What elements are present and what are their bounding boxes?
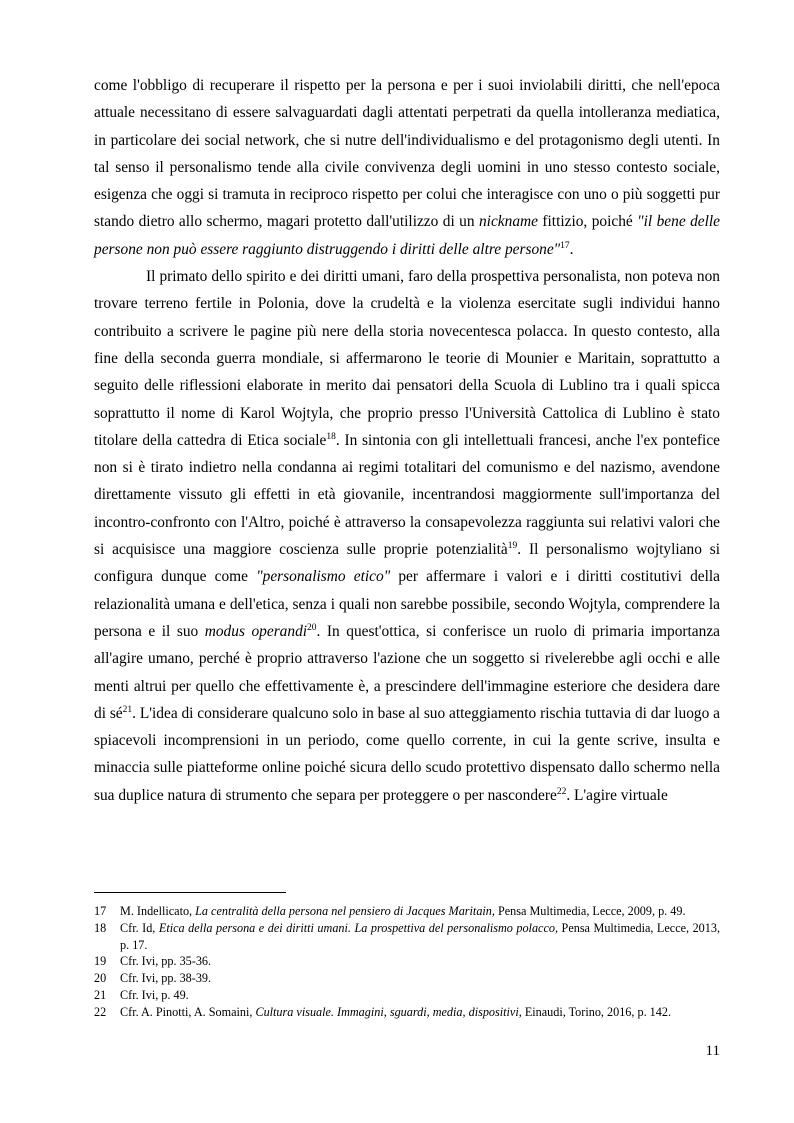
text-run: . Il personalismo wojtyliano si configura dunque come xyxy=(94,541,720,586)
text-run: come l'obbligo di recuperare il rispetto per la persona e per i suoi inviolabili diritti, che nell'epoca attuale necessitano di essere salvaguardati dagli attentati perpetrati da quella intolleranza mediatica, in particolare dei social network, che si nutre dell'individualismo e del protagonismo degli utenti. In tal senso il personalismo tende alla civile convivenza degli uomini in uno stesso contesto sociale, esigenza che oggi si tramuta in reciproco rispetto per colui che interagisce con uno o più soggetti pur stando dietro allo schermo, magari protetto dall'utilizzo di un xyxy=(94,77,720,231)
text-run: . L'idea di considerare qualcuno solo in base al suo atteggiamento rischia tuttavia di dar luogo a spiacevoli incomprensioni in un periodo, come quello corrente, in cui la gente scrive, insulta e minaccia sulle piatteforme online poiché sicura dello scudo protettivo dispensato dallo schermo nella sua duplice natura di strumento che separa per proteggere o per nascondere xyxy=(94,704,721,804)
footnote-text: Cfr. Id, xyxy=(120,920,159,935)
text-run: fittizio, poiché xyxy=(537,213,638,231)
italic-quotation: "il bene delle persone non può essere raggiunto distruggendo i diritti delle altre persone" xyxy=(94,213,721,258)
footnotes xyxy=(94,903,720,1021)
footnote-20 xyxy=(94,970,720,987)
italic-term: "personalismo etico" xyxy=(256,568,391,586)
footnote-ref-18[interactable]: 18 xyxy=(326,431,336,442)
footnote-text: Cfr. A. Pinotti, A. Somaini, xyxy=(120,1004,256,1019)
footnote-19 xyxy=(94,953,720,970)
footnote-22 xyxy=(94,1004,720,1021)
text-run: . xyxy=(569,240,574,258)
footnote-number: 22 xyxy=(94,1004,107,1019)
text-run: . L'agire virtuale xyxy=(566,786,668,804)
footnote-ref-17[interactable]: 17 xyxy=(560,240,570,251)
text-run: Il primato dello spirito e dei diritti umani, faro della prospettiva personalista, non poteva non trovare terreno fertile in Polonia, dove la crudeltà e la violenza esercitate sugli individui hanno contribuito a scrivere le pagine più nere della storia novecentesca polacca. In questo contesto, alla fine della seconda guerra mondiale, si affermarono le teorie di Mounier e Maritain, soprattutto a seguito delle riflessioni elaborate in merito dai pensatori della Scuola di Lublino tra i quali spicca soprattutto il nome di Karol Wojtyla, che proprio presso l'Università Cattolica di Lublino è stato titolare della cattedra di Etica sociale xyxy=(94,268,720,449)
footnote-text: Cfr. Ivi, p. 49. xyxy=(120,987,189,1002)
footnote-ref-21[interactable]: 21 xyxy=(122,704,133,715)
footnote-ref-22[interactable]: 22 xyxy=(556,786,567,797)
footnote-number: 19 xyxy=(94,954,107,969)
footnote-number: 21 xyxy=(94,987,107,1002)
footnote-text: M. Indellicato, xyxy=(120,904,196,918)
text-run: . In quest'ottica, si conferisce un ruolo di primaria importanza all'agire umano, perché è proprio attraverso l'azione che un soggetto si rivelerebbe agli occhi e alle menti altrui per quello che effettivamente è, a prescindere dell'immagine esteriore che desidera dare di sé xyxy=(94,622,720,722)
italic-term: modus operandi xyxy=(204,622,308,640)
footnote-text: Cfr. Ivi, pp. 35-36. xyxy=(120,954,212,969)
footnote-17 xyxy=(94,903,720,920)
footnote-text: Pensa Multimedia, Lecce, 2013, p. 17. xyxy=(120,920,720,952)
paragraph-1 xyxy=(94,72,720,263)
footnote-18 xyxy=(94,920,720,954)
footnote-separator xyxy=(94,892,286,893)
footnote-number: 18 xyxy=(94,920,107,935)
footnote-text: , Einaudi, Torino, 2016, p. 142. xyxy=(518,1004,671,1019)
footnote-title: La centralità della persona nel pensiero di Jacques Maritain, xyxy=(195,904,495,918)
footnote-ref-20[interactable]: 20 xyxy=(307,622,317,633)
page-number: 11 xyxy=(705,1043,720,1059)
footnote-title: Cultura visuale. Immagini, sguardi, media, dispositivi xyxy=(255,1004,519,1019)
footnote-text: Cfr. Ivi, pp. 38-39. xyxy=(120,971,212,986)
italic-term: nickname xyxy=(478,213,538,231)
footnote-number: 20 xyxy=(94,971,107,986)
footnote-title: Etica della persona e dei diritti umani. La prospettiva del personalismo polacco, xyxy=(158,920,559,935)
text-run: . In sintonia con gli intellettuali francesi, anche l'ex pontefice non si è tirato indietro nella condanna ai regimi totalitari del comunismo e del nazismo, avendone direttamente vissuto gli effetti in età giovanile, incentrandosi maggiormente sull'importanza del incontro-confronto con l'Altro, poiché è attraverso la consapevolezza raggiunta sui relativi valori che si acquisisce una maggiore coscienza sulle proprie potenzialità xyxy=(94,431,720,559)
footnote-number: 17 xyxy=(94,904,107,918)
text-run: per affermare i valori e i diritti costitutivi della relazionalità umana e dell'etica, senza i quali non sarebbe possibile, secondo Wojtyla, comprendere la persona e il suo xyxy=(94,568,720,640)
paragraph-2 xyxy=(94,263,720,809)
footnote-21 xyxy=(94,987,720,1004)
footnote-ref-19[interactable]: 19 xyxy=(507,541,518,552)
body-text xyxy=(94,72,720,809)
footnote-text: Pensa Multimedia, Lecce, 2009, p. 49. xyxy=(494,904,686,918)
